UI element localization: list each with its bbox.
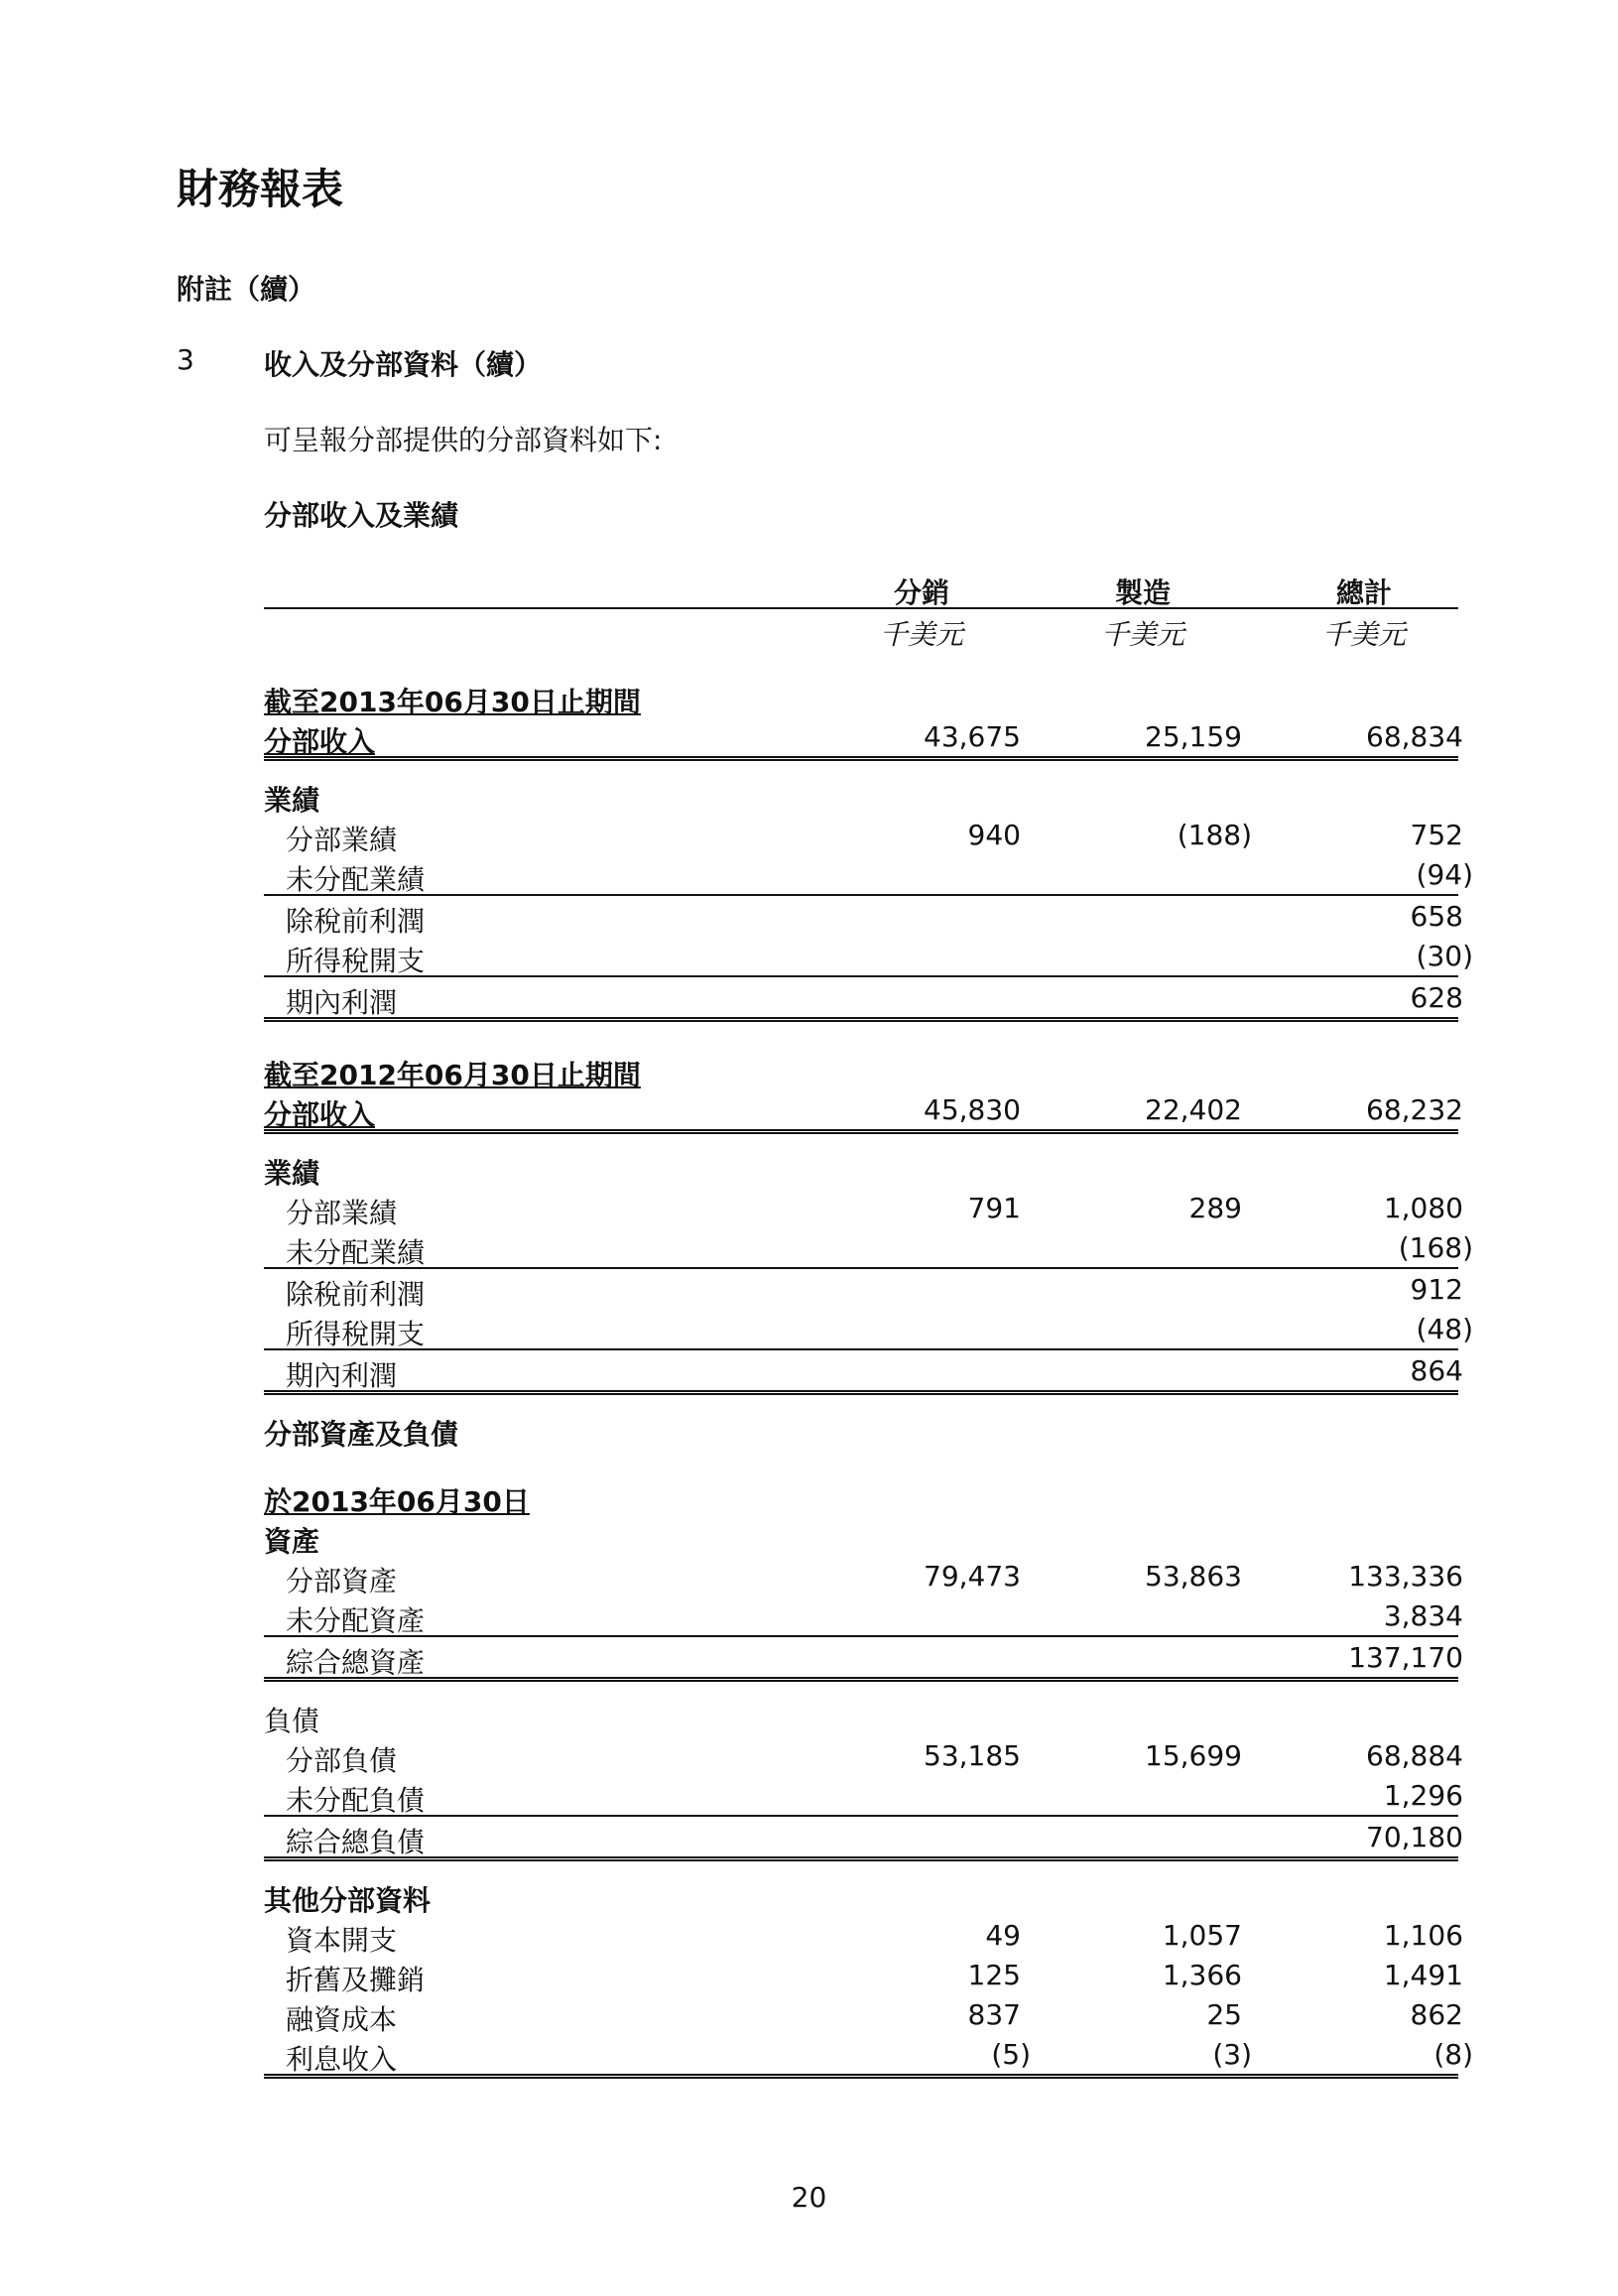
total-liabilities-row — [264, 1817, 1463, 1861]
as-at-heading: 於2013年06月30日 — [264, 1485, 530, 1518]
profit-total: 628 — [1410, 981, 1463, 1014]
interest-income-label: 利息收入 — [286, 2043, 398, 2076]
unit-total: 千美元 — [1321, 618, 1406, 651]
pbt-2012-row — [264, 1269, 1463, 1311]
total-liabilities-label: 綜合總負債 — [286, 1826, 426, 1858]
segment-liabilities-distribution: 53,185 — [924, 1739, 1021, 1772]
results-2013-heading-row — [264, 775, 1458, 815]
segment-results-label: 分部業績 — [286, 1197, 398, 1229]
total-assets-label: 綜合總資產 — [286, 1646, 426, 1679]
segment-results-distribution: 940 — [967, 819, 1021, 851]
assets-heading-row — [264, 1516, 1458, 1556]
unit-manufacturing: 千美元 — [1100, 618, 1184, 651]
finance-cost-row — [264, 1994, 1463, 2036]
results-2012-heading-row — [264, 1148, 1458, 1188]
unallocated-liabilities-row — [264, 1775, 1463, 1817]
finance-cost-distribution: 837 — [967, 1998, 1021, 2031]
unallocated-liabilities-total: 1,296 — [1383, 1779, 1463, 1812]
pbt-2013-row — [264, 896, 1463, 938]
segment-assets-manufacturing: 53,863 — [1145, 1560, 1242, 1593]
segment-liabilities-row — [264, 1735, 1463, 1777]
tax-2012-row — [264, 1309, 1473, 1350]
finance-cost-label: 融資成本 — [286, 2003, 398, 2036]
revenue-total: 68,834 — [1366, 720, 1463, 753]
revenue-total: 68,232 — [1366, 1093, 1463, 1126]
segment-assets-distribution: 79,473 — [924, 1560, 1021, 1593]
depreciation-row — [264, 1955, 1463, 1996]
period-2012-heading-row — [264, 1050, 1458, 1089]
interest-income-row — [264, 2034, 1473, 2079]
page-number: 20 — [791, 2181, 827, 2214]
profit-label: 期內利潤 — [286, 986, 398, 1019]
period-2013-heading-row — [264, 677, 1458, 716]
subsection-income-heading: 分部收入及業績 — [264, 499, 459, 532]
as-at-row — [264, 1476, 1458, 1516]
total-liabilities-value: 70,180 — [1366, 1821, 1463, 1853]
other-label: 其他分部資料 — [264, 1884, 432, 1917]
total-assets-value: 137,170 — [1348, 1641, 1463, 1674]
revenue-distribution: 45,830 — [924, 1093, 1021, 1126]
profit-2013-row — [264, 977, 1463, 1022]
interest-income-distribution: (5) — [991, 2038, 1031, 2071]
pbt-label: 除稅前利潤 — [286, 1278, 426, 1311]
profit-total: 864 — [1410, 1354, 1463, 1387]
period-2012-heading: 截至2012年06月30日止期間 — [264, 1059, 641, 1091]
other-heading-row — [264, 1875, 1458, 1915]
revenue-manufacturing: 25,159 — [1145, 720, 1242, 753]
revenue-2012-row — [264, 1089, 1463, 1134]
revenue-label: 分部收入 — [264, 725, 376, 758]
segment-liabilities-total: 68,884 — [1366, 1739, 1463, 1772]
subsection-assets-heading: 分部資產及負債 — [264, 1418, 459, 1451]
col-total: 總計 — [1335, 576, 1392, 609]
segment-assets-total: 133,336 — [1348, 1560, 1463, 1593]
unallocated-assets-label: 未分配資產 — [286, 1604, 426, 1637]
total-assets-row — [264, 1637, 1463, 1682]
tax-label: 所得稅開支 — [286, 945, 426, 977]
segment-results-total: 1,080 — [1383, 1192, 1463, 1224]
tax-total: (30) — [1416, 940, 1473, 972]
page-title: 財務報表 — [177, 165, 344, 213]
pbt-total: 658 — [1410, 900, 1463, 933]
assets-label: 資產 — [264, 1525, 320, 1558]
depreciation-distribution: 125 — [967, 1959, 1021, 1991]
segment-liabilities-label: 分部負債 — [286, 1744, 398, 1777]
tax-label: 所得稅開支 — [286, 1318, 426, 1350]
capex-total: 1,106 — [1383, 1919, 1463, 1952]
revenue-2013-row — [264, 716, 1463, 761]
unallocated-assets-total: 3,834 — [1383, 1599, 1463, 1632]
results-label: 業績 — [264, 1157, 320, 1190]
segment-results-2012-row — [264, 1188, 1463, 1229]
profit-2012-row — [264, 1350, 1463, 1395]
capex-distribution: 49 — [985, 1919, 1021, 1952]
col-distribution: 分銷 — [893, 576, 949, 609]
revenue-distribution: 43,675 — [924, 720, 1021, 753]
unit-row — [264, 609, 1458, 649]
segment-liabilities-manufacturing: 15,699 — [1145, 1739, 1242, 1772]
finance-cost-manufacturing: 25 — [1206, 1998, 1242, 2031]
subsection-assets-row — [264, 1409, 1458, 1449]
period-2013-heading: 截至2013年06月30日止期間 — [264, 686, 641, 718]
pbt-label: 除稅前利潤 — [286, 905, 426, 938]
segment-results-label: 分部業績 — [286, 824, 398, 856]
interest-income-manufacturing: (3) — [1212, 2038, 1252, 2071]
unallocated-label: 未分配業績 — [286, 1236, 426, 1269]
unallocated-liabilities-label: 未分配負債 — [286, 1784, 426, 1817]
revenue-label: 分部收入 — [264, 1098, 376, 1131]
results-label: 業績 — [264, 784, 320, 817]
capex-manufacturing: 1,057 — [1162, 1919, 1242, 1952]
segment-assets-row — [264, 1556, 1463, 1597]
depreciation-manufacturing: 1,366 — [1162, 1959, 1242, 1991]
tax-total: (48) — [1416, 1313, 1473, 1345]
liabilities-heading-row — [264, 1696, 1458, 1735]
notes-heading: 附註（續） — [177, 273, 316, 306]
unallocated-2013-row — [264, 854, 1473, 896]
segment-assets-label: 分部資產 — [286, 1565, 398, 1597]
unit-distribution: 千美元 — [879, 618, 963, 651]
intro-text: 可呈報分部提供的分部資料如下: — [264, 424, 663, 456]
col-manufacturing: 製造 — [1114, 576, 1171, 609]
segment-results-manufacturing: 289 — [1188, 1192, 1242, 1224]
unallocated-label: 未分配業績 — [286, 863, 426, 896]
unallocated-total: (94) — [1416, 858, 1473, 891]
unallocated-2012-row — [264, 1227, 1473, 1269]
interest-income-total: (8) — [1433, 2038, 1473, 2071]
column-header-row — [264, 568, 1458, 609]
pbt-total: 912 — [1410, 1273, 1463, 1306]
capex-label: 資本開支 — [286, 1924, 398, 1957]
segment-results-2013-row — [264, 815, 1463, 856]
section-title: 收入及分部資料（續） — [264, 348, 543, 381]
segment-table — [264, 568, 1473, 2079]
capex-row — [264, 1915, 1463, 1957]
segment-results-manufacturing: (188) — [1177, 819, 1252, 851]
unallocated-total: (168) — [1398, 1231, 1473, 1264]
section-number: 3 — [177, 343, 194, 376]
tax-2013-row — [264, 936, 1473, 977]
liabilities-label: 負債 — [264, 1705, 320, 1737]
profit-label: 期內利潤 — [286, 1359, 398, 1392]
segment-results-total: 752 — [1410, 819, 1463, 851]
segment-results-distribution: 791 — [967, 1192, 1021, 1224]
revenue-manufacturing: 22,402 — [1145, 1093, 1242, 1126]
depreciation-total: 1,491 — [1383, 1959, 1463, 1991]
finance-cost-total: 862 — [1410, 1998, 1463, 2031]
depreciation-label: 折舊及攤銷 — [286, 1964, 426, 1996]
unallocated-assets-row — [264, 1595, 1463, 1637]
